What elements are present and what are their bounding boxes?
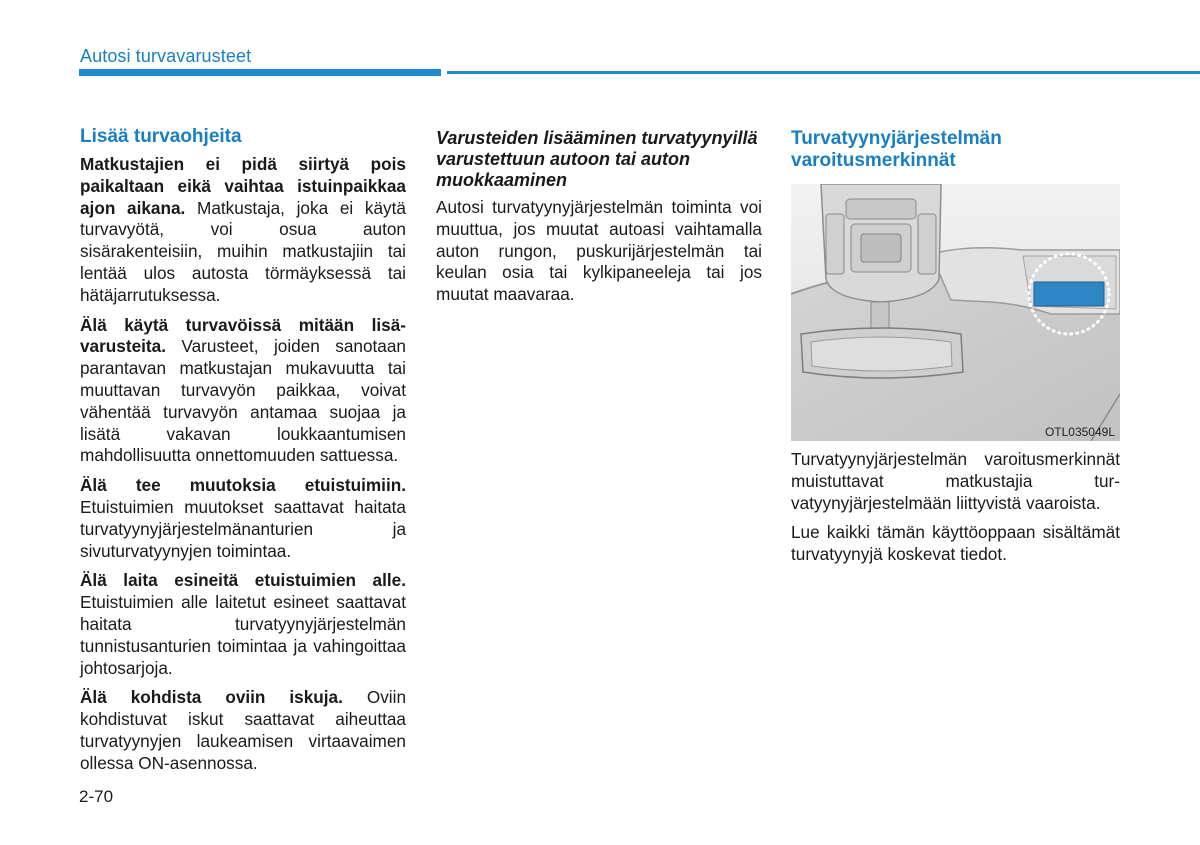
- section-header-title: Autosi turvavarusteet: [80, 46, 252, 66]
- paragraph-lead: Älä tee muutoksia etuistuimiin.: [80, 475, 406, 496]
- section-title-warning-labels: Turvatyynyjärjestelmän varoitusmerkinnät: [791, 128, 1002, 171]
- paragraph: Turvatyynyjärjestelmän varoitusmerkinnät muistuttavat matkustajia turvatyynyjärjestelmään liittyvistä vaaroista.: [791, 449, 1120, 513]
- paragraph-text: Matkustaja, joka ei käytä turvavyötä, voi osua auton sisärakenteisiin, muihin matkustajiin tai lentää ulos autosta törmäyksessä tai hätäjarrutuksessa.: [80, 197, 406, 305]
- column-right: [791, 126, 1120, 574]
- column-middle: [436, 126, 762, 314]
- page-number: 2-70: [79, 787, 114, 806]
- paragraph-text: Etuistuimien muutokset saattavat haitata turvatyynyjärjestelmänanturien ja sivuturvatyynyjen toimintaa.: [80, 496, 406, 561]
- paragraph-text: Varusteet, joiden sanotaan parantavan matkustajan mukavuutta tai muuttavan turvavyön paikkaa, voivat vähentää turvavyön antamaa suojaa ja lisätä vakavan loukkaantumisen mahdollisuutta onnettomuuden sattuessa.: [80, 336, 406, 466]
- subsection-title-modifications: Varusteiden lisääminen turvatyynyillä varustettuun autoon tai auton muokkaaminen: [436, 128, 758, 190]
- paragraph: [80, 475, 406, 562]
- paragraph-lead: Matkustajien ei pidä siirtyä pois paikaltaan eikä vaihtaa istuinpaikkaa ajon aikana.: [80, 154, 406, 218]
- paragraph-text: Etuistuimien alle laitetut esineet saattavat haitata turvatyynyjärjestelmän tunnistusanturien toimintaa ja vahingoittaa johtosarjoja.: [80, 592, 406, 678]
- column-left: [80, 126, 406, 783]
- figure-code: OTL035049L: [1044, 425, 1115, 439]
- paragraph: [80, 570, 406, 679]
- paragraph-lead: Älä laita esineitä etuistuimien alle.: [80, 570, 406, 591]
- paragraph: [80, 154, 406, 307]
- header-bar-thick: [79, 69, 441, 76]
- paragraph: [80, 315, 406, 468]
- car-headliner-illustration: [791, 184, 1120, 441]
- paragraph-text: Oviin kohdistuvat iskut saattavat aiheuttaa turvatyynyjen laukeamisen virtaavaimen ollessa ON-asennossa.: [80, 687, 407, 773]
- paragraph-lead: Älä käytä turvavöissä mitään lisävarusteita.: [80, 314, 406, 357]
- header-bar-thin: [447, 71, 1200, 74]
- section-title-safety-tips: Lisää turvaohjeita: [80, 126, 242, 147]
- airbag-warning-label-figure: [791, 184, 1120, 441]
- paragraph: Lue kaikki tämän käyttöoppaan sisältämät turvatyynyjä koskevat tiedot.: [791, 522, 1120, 565]
- paragraph: Autosi turvatyynyjärjestelmän toiminta voi muuttua, jos muutat autoasi vaihtamalla auton rungon, puskurijärjestelmän tai keulan osia tai kylkipaneeleja tai jos muutat maavaraa.: [436, 197, 762, 305]
- paragraph-lead: Älä kohdista oviin iskuja.: [80, 687, 343, 708]
- paragraph: [80, 687, 406, 774]
